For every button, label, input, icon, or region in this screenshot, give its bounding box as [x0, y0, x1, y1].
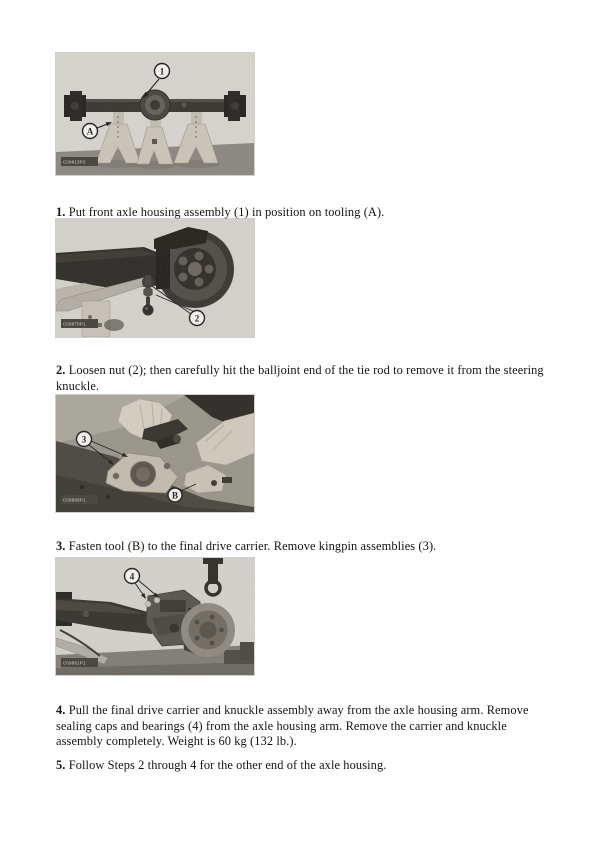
photo-code: C09870P1: [63, 321, 86, 327]
film-grain: [56, 53, 254, 175]
step-1-number: 1.: [56, 205, 66, 220]
step-2: [56, 363, 550, 393]
photo-code: C09869P1: [63, 497, 86, 503]
step-5-text: Follow Steps 2 through 4 for the other end of the axle housing.: [68, 758, 387, 773]
step-4-text: Pull the final drive carrier and knuckle assembly away from the axle housing arm. Remove sealing caps and bearings (4) from the axle housing arm. Remove the carrier and knuckle assembly completely. Weight is 60 kg (132 lb.).: [56, 703, 529, 748]
step-4: [56, 703, 550, 749]
callout-3-label: 3: [81, 434, 87, 445]
callout-A-label: A: [86, 126, 94, 137]
callout-1-label: 1: [159, 66, 165, 77]
step-5-number: 5.: [56, 758, 66, 773]
photo-carrier-knuckle-removal: [56, 558, 254, 675]
photo-balljoint-nut: [56, 219, 254, 337]
film-grain: [56, 395, 254, 512]
photo-kingpin-removal: [56, 395, 254, 512]
photo-code: C09813P2: [63, 159, 86, 165]
film-grain: [56, 219, 254, 337]
callout-B-label: B: [171, 490, 179, 501]
step-2-number: 2.: [56, 363, 66, 378]
step-3-number: 3.: [56, 539, 66, 554]
photo-code: C09861P1: [63, 660, 86, 666]
step-3: [56, 539, 550, 554]
photo-axle-on-tooling: [56, 53, 254, 175]
callout-4-label: 4: [129, 571, 135, 582]
film-grain: [56, 558, 254, 675]
callout-2-label: 2: [194, 313, 200, 324]
step-5: [56, 758, 550, 773]
step-2-text: Loosen nut (2); then carefully hit the balljoint end of the tie rod to remove it from the steering knuckle.: [56, 363, 544, 393]
step-4-number: 4.: [56, 703, 66, 718]
step-1-text: Put front axle housing assembly (1) in position on tooling (A).: [68, 205, 385, 220]
step-3-text: Fasten tool (B) to the final drive carrier. Remove kingpin assemblies (3).: [68, 539, 437, 554]
